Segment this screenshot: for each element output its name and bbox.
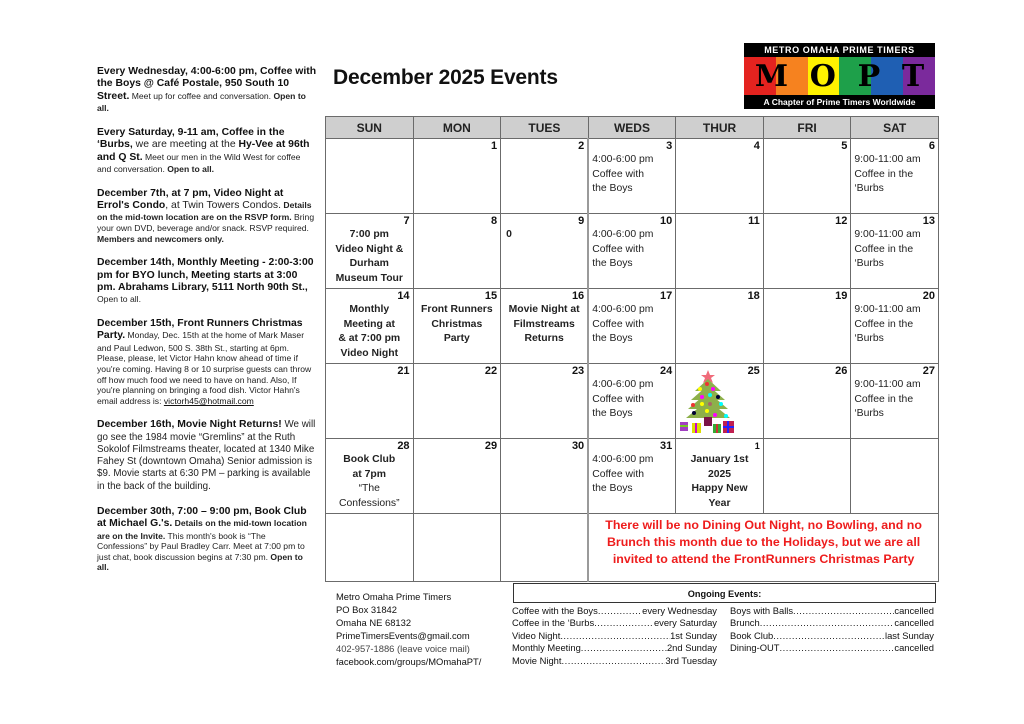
day-number: 20 xyxy=(922,290,935,302)
ongoing-event-schedule: last Sunday xyxy=(885,629,934,641)
day-number: 31 xyxy=(660,440,673,452)
calendar-day-cell[interactable] xyxy=(501,214,589,289)
day-event: 4:00-6:00 pm Coffee with the Boys xyxy=(592,229,654,270)
day-number: 18 xyxy=(747,290,760,302)
ongoing-event-name: Video Night xyxy=(512,629,561,641)
day-number: 1 xyxy=(754,441,760,451)
holiday-notice-cell xyxy=(588,514,938,582)
ongoing-event-row xyxy=(730,605,934,617)
calendar-day-cell[interactable] xyxy=(501,439,589,514)
email-address[interactable]: PrimeTimersEvents@gmail.com xyxy=(336,630,470,641)
ongoing-event-name: Book Club xyxy=(730,629,774,641)
day-number: 2 xyxy=(578,140,585,152)
logo-letter: P xyxy=(857,58,881,94)
ongoing-event-name: Coffee with the Boys xyxy=(512,605,598,616)
weekday-header-row xyxy=(326,117,939,139)
ongoing-event-name: Coffee in the ‘Burbs xyxy=(512,617,595,629)
ongoing-event-row xyxy=(730,630,934,642)
ongoing-event-schedule: cancelled xyxy=(894,642,934,654)
calendar-day-cell[interactable] xyxy=(763,214,851,289)
leader-dots xyxy=(598,605,642,617)
calendar-day-cell[interactable] xyxy=(501,289,589,364)
day-number: 14 xyxy=(397,290,410,302)
ongoing-event-schedule: 1st Sunday xyxy=(670,629,717,641)
day-event: January 1st 2025 Happy New Year xyxy=(690,454,749,509)
logo-rainbow xyxy=(744,57,935,95)
calendar-grid xyxy=(325,116,939,582)
logo-letter: T xyxy=(901,58,925,94)
calendar-day-cell[interactable] xyxy=(413,289,501,364)
ongoing-event-row xyxy=(512,617,717,629)
weekday-header: FRI xyxy=(763,117,851,139)
day-event: 4:00-6:00 pm Coffee with the Boys xyxy=(592,304,654,345)
page-title: December 2025 Events xyxy=(333,66,558,89)
day-event: 0 xyxy=(506,229,512,240)
ongoing-event-row xyxy=(730,642,934,654)
ongoing-event-name: Dining-OUT xyxy=(730,642,780,654)
logo-letter: M xyxy=(754,58,789,94)
calendar-empty-cell xyxy=(326,514,414,582)
ongoing-events-left xyxy=(512,605,717,667)
calendar-empty-cell xyxy=(413,514,501,582)
day-event: 9:00-11:00 am Coffee in the ‘Burbs xyxy=(854,154,921,195)
weekday-header: SUN xyxy=(326,117,414,139)
calendar-day-cell[interactable] xyxy=(851,139,939,214)
contact-info xyxy=(336,590,481,668)
day-number: 24 xyxy=(660,365,673,377)
event-description-book-club: December 30th, 7:00 – 9:00 pm, Book Club at Michael G.'s. Details on the mid-town location are on the Invite. This month's book is “The Confessions” by Paul Bradley Carr. Meet at 7:00 pm to just chat, book discussion begins at 7:30 pm. Open to all. xyxy=(97,505,307,573)
calendar-week-row xyxy=(326,364,939,439)
leader-dots xyxy=(560,630,670,642)
po-box: PO Box 31842 xyxy=(336,604,397,615)
ongoing-event-schedule: every Saturday xyxy=(653,617,717,629)
event-description-video-night: December 7th, at 7 pm, Video Night at Errol's Condo, at Twin Towers Condos. Details on the mid-town location are on the RSVP form. Bring your own DVD, beverage and/or snack. RSVP required. Members and newcomers only. xyxy=(97,187,315,244)
day-event: 4:00-6:00 pm Coffee with the Boys xyxy=(592,379,654,420)
day-event: 7:00 pm Video Night & Durham Museum Tour xyxy=(335,229,404,284)
day-number: 25 xyxy=(747,365,760,377)
email-link[interactable]: victorh45@hotmail.com xyxy=(163,395,254,406)
weekday-header: TUES xyxy=(501,117,589,139)
day-event: 9:00-11:00 am Coffee in the ‘Burbs xyxy=(854,304,921,345)
event-description-movie-night: December 16th, Movie Night Returns! We will go see the 1984 movie “Gremlins” at the Ruth Sokolof Filmstreams theater, located at 1340 Mike Fahey St (downtown Omaha) Senior admission is $9. Movie starts at 6:30 PM – parking is available in the back of the building. xyxy=(97,419,316,492)
calendar-day-cell[interactable] xyxy=(326,439,414,514)
day-number: 5 xyxy=(841,140,848,152)
calendar-day-cell[interactable] xyxy=(501,139,589,214)
event-description-saturday-coffee: Every Saturday, 9-11 am, Coffee in the ‘Burbs, we are meeting at the Hy-Vee at 96th and Q St. Meet our men in the Wild West for coffee and conversation. Open to all. xyxy=(97,126,310,175)
day-number: 19 xyxy=(835,290,848,302)
weekday-header: THUR xyxy=(676,117,764,139)
day-number: 27 xyxy=(922,365,935,377)
day-event: 9:00-11:00 am Coffee in the ‘Burbs xyxy=(854,379,921,420)
day-number: 1 xyxy=(491,140,498,152)
calendar-day-cell[interactable] xyxy=(676,439,764,514)
day-event: Movie Night at Filmstreams Returns xyxy=(508,304,580,345)
calendar-day-cell[interactable] xyxy=(413,139,501,214)
calendar-week-row xyxy=(326,439,939,514)
logo-letters xyxy=(744,57,935,95)
calendar-day-cell[interactable] xyxy=(588,139,676,214)
day-event: Front Runners Christmas Party xyxy=(421,304,493,345)
day-number: 21 xyxy=(397,365,410,377)
calendar-day-cell[interactable] xyxy=(851,214,939,289)
day-number: 3 xyxy=(666,140,673,152)
day-number: 13 xyxy=(922,215,935,227)
day-number: 4 xyxy=(753,140,760,152)
city: Omaha NE 68132 xyxy=(336,617,412,628)
calendar-day-cell[interactable] xyxy=(851,289,939,364)
leader-dots xyxy=(793,605,894,617)
event-description-christmas-party: December 15th, Front Runners Christmas Party. Monday, Dec. 15th at the home of Mark Maser and Paul Ledwon, 500 S. 38th St., starting at 6pm. Please, please, let Victor Hahn know ahead of time if you're coming. Having 8 or 10 surprise guests can throw off how much food we need to have on hand. Also, If you're planning on bringing a food dish. Victor Hahn's email address is: victorh45@hotmail.com xyxy=(97,318,312,406)
weekday-header: WEDS xyxy=(588,117,676,139)
ongoing-event-schedule: cancelled xyxy=(894,617,934,629)
holiday-notice: There will be no Dining Out Night, no Bowling, and no Brunch this month due to the Holidays, but we are all invited to attend the FrontRunners Christmas Party xyxy=(605,518,922,566)
christmas-tree-icon xyxy=(680,366,742,434)
leader-dots xyxy=(562,655,666,667)
day-event: 4:00-6:00 pm Coffee with the Boys xyxy=(592,154,654,195)
phone-number: 402-957-1886 (leave voice mail) xyxy=(336,643,470,654)
day-number: 12 xyxy=(835,215,848,227)
calendar-day-cell[interactable] xyxy=(676,364,764,439)
leader-dots xyxy=(594,617,654,629)
ongoing-event-row xyxy=(512,605,717,617)
calendar-week-row xyxy=(326,289,939,364)
event-description-monthly-meeting: December 14th, Monthly Meeting - 2:00-3:00 pm for BYO lunch, Meeting starts at 3:00 pm. Abrahams Library, 5111 North 90th St., Open to all. xyxy=(97,257,314,305)
ongoing-event-schedule: every Wednesday xyxy=(642,605,717,616)
leader-dots xyxy=(581,642,667,654)
day-number: 8 xyxy=(491,215,498,227)
calendar-day-cell[interactable] xyxy=(588,214,676,289)
facebook-link[interactable]: facebook.com/groups/MOmahaPT/ xyxy=(336,656,482,667)
calendar-week-row xyxy=(326,139,939,214)
mopt-logo xyxy=(744,43,935,109)
day-number: 6 xyxy=(928,140,935,152)
org-name: Metro Omaha Prime Timers xyxy=(336,591,452,602)
calendar-day-cell[interactable] xyxy=(413,364,501,439)
calendar-day-cell[interactable] xyxy=(413,214,501,289)
ongoing-event-schedule: 3rd Tuesday xyxy=(665,654,717,666)
day-number: 29 xyxy=(484,440,498,452)
ongoing-events-right xyxy=(730,605,934,655)
calendar-day-cell[interactable] xyxy=(763,139,851,214)
ongoing-event-name: Movie Night xyxy=(512,654,562,666)
calendar-empty-cell xyxy=(501,514,589,582)
notice-row xyxy=(326,514,939,582)
ongoing-event-row xyxy=(512,655,717,667)
calendar-day-cell[interactable] xyxy=(676,214,764,289)
day-number: 10 xyxy=(660,215,673,227)
ongoing-event-row xyxy=(512,630,717,642)
calendar-day-cell[interactable] xyxy=(676,289,764,364)
calendar-day-cell[interactable] xyxy=(501,364,589,439)
day-event: 9:00-11:00 am Coffee in the ‘Burbs xyxy=(854,229,921,270)
calendar-day-cell[interactable] xyxy=(326,214,414,289)
day-event-title: Book Club at 7pm xyxy=(343,454,396,480)
event-descriptions xyxy=(97,66,317,586)
ongoing-event-schedule: cancelled xyxy=(894,605,934,616)
day-event: Monthly Meeting at & at 7:00 pm Video Night xyxy=(338,304,401,359)
calendar-week-row xyxy=(326,214,939,289)
ongoing-event-name: Brunch xyxy=(730,617,760,629)
ongoing-events-title: Ongoing Events: xyxy=(513,583,936,603)
calendar-day-cell[interactable] xyxy=(326,139,414,214)
day-number: 17 xyxy=(660,290,673,302)
weekday-header: SAT xyxy=(851,117,939,139)
day-number: 7 xyxy=(403,215,410,227)
day-number: 16 xyxy=(571,290,585,302)
day-number: 30 xyxy=(571,440,585,452)
day-number: 22 xyxy=(484,365,498,377)
day-event: 4:00-6:00 pm Coffee with the Boys xyxy=(592,454,654,495)
leader-dots xyxy=(773,630,885,642)
day-number: 9 xyxy=(578,215,585,227)
calendar-day-cell[interactable] xyxy=(326,289,414,364)
calendar-day-cell[interactable] xyxy=(413,439,501,514)
day-number: 11 xyxy=(748,215,760,227)
logo-letter: O xyxy=(809,58,836,94)
day-number: 15 xyxy=(484,290,498,302)
day-number: 23 xyxy=(571,365,585,377)
event-description-wednesday-coffee: Every Wednesday, 4:00-6:00 pm, Coffee with the Boys @ Café Postale, 950 South 10 Street. Meet up for coffee and conversation. Open to all. xyxy=(97,66,317,114)
weekday-header: MON xyxy=(413,117,501,139)
calendar-day-cell[interactable] xyxy=(588,364,676,439)
ongoing-event-row xyxy=(730,617,934,629)
day-number: 26 xyxy=(835,365,848,377)
logo-top-text: METRO OMAHA PRIME TIMERS xyxy=(764,45,915,55)
ongoing-event-row xyxy=(512,642,717,654)
logo-bottom-text: A Chapter of Prime Timers Worldwide xyxy=(763,97,916,107)
calendar-day-cell[interactable] xyxy=(588,289,676,364)
leader-dots xyxy=(760,617,895,629)
day-event: “The Confessions” xyxy=(338,483,400,509)
calendar-day-cell[interactable] xyxy=(763,439,851,514)
ongoing-event-name: Boys with Balls xyxy=(730,605,794,616)
calendar-day-cell[interactable] xyxy=(676,139,764,214)
calendar-day-cell[interactable] xyxy=(763,289,851,364)
calendar-day-cell[interactable] xyxy=(851,364,939,439)
leader-dots xyxy=(780,642,895,654)
calendar-day-cell[interactable] xyxy=(588,439,676,514)
ongoing-event-schedule: 2nd Sunday xyxy=(666,642,717,654)
calendar-day-cell[interactable] xyxy=(763,364,851,439)
calendar-day-cell[interactable] xyxy=(851,439,939,514)
day-number: 28 xyxy=(397,440,410,452)
calendar-day-cell[interactable] xyxy=(326,364,414,439)
ongoing-event-name: Monthly Meeting xyxy=(512,642,581,654)
